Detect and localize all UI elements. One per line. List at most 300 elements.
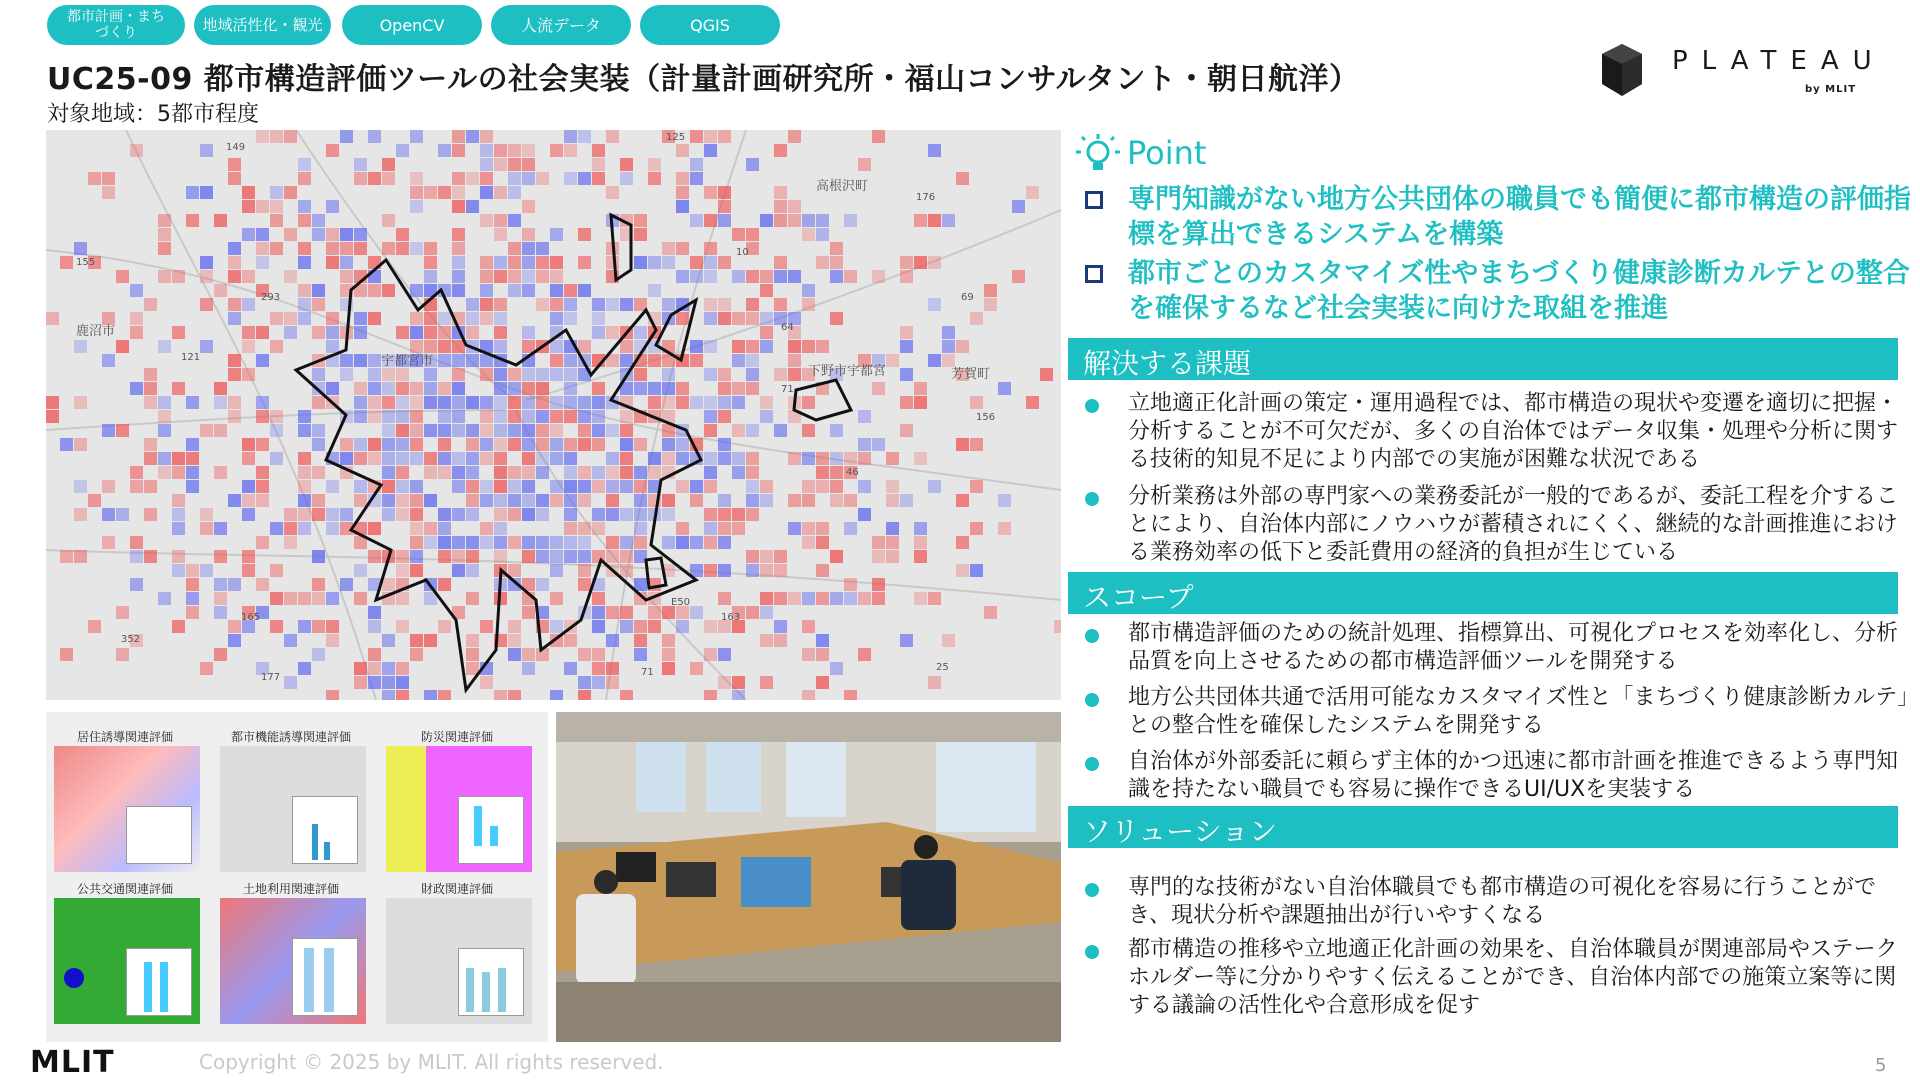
map-cell: [382, 676, 395, 689]
map-cell: [256, 256, 269, 269]
map-cell: [144, 452, 157, 465]
map-cell: [676, 270, 689, 283]
map-cell: [620, 452, 633, 465]
map-cell: [662, 256, 675, 269]
map-cell: [704, 144, 717, 157]
map-cell: [326, 382, 339, 395]
map-cell: [620, 158, 633, 171]
map-cell: [844, 592, 857, 605]
map-cell: [158, 340, 171, 353]
map-cell: [410, 382, 423, 395]
map-cell: [354, 438, 367, 451]
map-cell: [816, 480, 829, 493]
map-cell: [788, 368, 801, 381]
map-cell: [270, 592, 283, 605]
map-cell: [872, 130, 885, 143]
map-cell: [788, 200, 801, 213]
map-cell: [410, 326, 423, 339]
map-cell: [648, 382, 661, 395]
map-cell: [214, 648, 227, 661]
map-cell: [676, 200, 689, 213]
map-cell: [550, 410, 563, 423]
map-cell: [802, 536, 815, 549]
lightbulb-icon: [1075, 132, 1121, 178]
map-cell: [354, 676, 367, 689]
map-cell: [508, 508, 521, 521]
map-cell: [760, 634, 773, 647]
map-cell: [410, 242, 423, 255]
map-cell: [774, 634, 787, 647]
map-cell: [452, 228, 465, 241]
map-cell: [830, 550, 843, 563]
map-cell: [494, 690, 507, 700]
map-cell: [858, 452, 871, 465]
map-cell: [410, 172, 423, 185]
map-cell: [704, 424, 717, 437]
map-cell: [284, 186, 297, 199]
map-cell: [620, 410, 633, 423]
map-cell: [340, 270, 353, 283]
map-cell: [1054, 620, 1061, 633]
map-cell: [312, 298, 325, 311]
map-cell: [46, 396, 59, 409]
map-cell: [424, 256, 437, 269]
map-cell: [326, 620, 339, 633]
map-cell: [494, 452, 507, 465]
map-cell: [508, 256, 521, 269]
map-cell: [830, 494, 843, 507]
map-cell: [718, 200, 731, 213]
map-cell: [424, 326, 437, 339]
map-cell: [438, 620, 451, 633]
map-cell: [536, 256, 549, 269]
map-cell: [830, 312, 843, 325]
tag-regional: [194, 5, 331, 45]
map-cell: [564, 144, 577, 157]
map-cell: [592, 676, 605, 689]
map-cell: [396, 508, 409, 521]
map-cell: [438, 144, 451, 157]
map-cell: [494, 312, 507, 325]
map-cell: [634, 508, 647, 521]
map-cell: [634, 480, 647, 493]
map-cell: [102, 172, 115, 185]
bullet-text: 都市構造の推移や立地適正化計画の効果を、自治体職員が関連部局やステークホルダー等に分かりやすく伝えることができ、自治体内部での施策立案等に関する議論の活性化や合意形成を促す: [1128, 937, 1898, 1018]
map-cell: [382, 214, 395, 227]
map-cell: [452, 172, 465, 185]
map-cell: [242, 298, 255, 311]
map-cell: [270, 410, 283, 423]
map-cell: [956, 172, 969, 185]
map-cell: [452, 508, 465, 521]
map-cell: [298, 662, 311, 675]
map-cell: [424, 396, 437, 409]
point-title: Point: [1127, 134, 1207, 172]
map-cell: [760, 396, 773, 409]
map-cell: [368, 620, 381, 633]
map-cell: [662, 382, 675, 395]
map-cell: [228, 270, 241, 283]
logo-wordmark: PLATEAU: [1672, 46, 1886, 76]
map-cell: [340, 354, 353, 367]
map-cell: [102, 480, 115, 493]
map-cell: [396, 228, 409, 241]
map-cell: [844, 578, 857, 591]
checkbox-square-icon: [1085, 191, 1103, 209]
map-cell: [270, 130, 283, 143]
map-cell: [648, 396, 661, 409]
map-cell: [410, 634, 423, 647]
map-cell: [186, 480, 199, 493]
map-cell: [606, 186, 619, 199]
map-route-label: E50: [671, 597, 691, 608]
map-cell: [760, 410, 773, 423]
map-cell: [522, 242, 535, 255]
map-cell: [158, 228, 171, 241]
map-cell: [256, 410, 269, 423]
map-cell: [354, 158, 367, 171]
map-cell: [816, 564, 829, 577]
map-cell: [914, 396, 927, 409]
map-cell: [746, 466, 759, 479]
bullet-text: 立地適正化計画の策定・運用過程では、都市構造の現状や変遷を適切に把握・分析することが不可欠だが、多くの自治体ではデータ収集・処理や分析に関する技術的知見不足により内部での実施が困難な状況である: [1128, 391, 1899, 472]
map-cell: [592, 312, 605, 325]
map-cell: [452, 382, 465, 395]
map-place-label: 高根沢町: [816, 179, 869, 194]
map-cell: [872, 536, 885, 549]
map-cell: [102, 354, 115, 367]
map-cell: [396, 326, 409, 339]
map-cell: [354, 396, 367, 409]
map-cell: [858, 438, 871, 451]
map-route-label: 121: [181, 352, 201, 363]
map-cell: [802, 228, 815, 241]
map-cell: [452, 368, 465, 381]
map-cell: [648, 354, 661, 367]
point-item-1: [1085, 182, 1915, 252]
map-cell: [256, 578, 269, 591]
map-cell: [900, 340, 913, 353]
map-cell: [382, 382, 395, 395]
map-cell: [144, 480, 157, 493]
map-cell: [340, 368, 353, 381]
map-cell: [396, 144, 409, 157]
map-cell: [802, 284, 815, 297]
map-cell: [298, 284, 311, 297]
map-route-label: 177: [261, 672, 281, 683]
map-cell: [592, 172, 605, 185]
map-cell: [746, 508, 759, 521]
map-cell: [704, 536, 717, 549]
map-cell: [830, 662, 843, 675]
section-title: 解決する課題: [1083, 347, 1252, 380]
map-cell: [536, 410, 549, 423]
map-cell: [438, 424, 451, 437]
map-cell: [480, 438, 493, 451]
map-cell: [382, 452, 395, 465]
map-cell: [158, 396, 171, 409]
map-cell: [536, 172, 549, 185]
map-cell: [634, 256, 647, 269]
map-cell: [592, 466, 605, 479]
map-cell: [592, 522, 605, 535]
map-cell: [536, 298, 549, 311]
map-cell: [270, 214, 283, 227]
map-cell: [200, 564, 213, 577]
map-cell: [578, 690, 591, 700]
map-cell: [438, 354, 451, 367]
map-cell: [606, 424, 619, 437]
map-cell: [256, 354, 269, 367]
map-cell: [606, 298, 619, 311]
map-cell: [200, 298, 213, 311]
thumb-urban-function: [216, 728, 366, 876]
map-cell: [88, 494, 101, 507]
map-cell: [704, 466, 717, 479]
map-cell: [312, 578, 325, 591]
point-item-text: 都市ごとのカスタマイズ性やまちづくり健康診断カルテとの整合を確保するなど社会実装に向けた取組を推進: [1128, 258, 1910, 324]
map-cell: [760, 340, 773, 353]
map-cell: [508, 172, 521, 185]
map-cell: [550, 144, 563, 157]
map-cell: [326, 592, 339, 605]
map-cell: [718, 368, 731, 381]
map-cell: [158, 452, 171, 465]
map-cell: [410, 480, 423, 493]
map-cell: [942, 634, 955, 647]
map-cell: [508, 214, 521, 227]
map-cell: [970, 522, 983, 535]
map-cell: [830, 480, 843, 493]
map-cell: [802, 690, 815, 700]
map-cell: [130, 326, 143, 339]
map-cell: [760, 270, 773, 283]
map-cell: [130, 284, 143, 297]
map-cell: [844, 690, 857, 700]
bullet-dot-icon: [1085, 629, 1099, 643]
map-cell: [578, 172, 591, 185]
map-cell: [718, 410, 731, 423]
map-cell: [466, 298, 479, 311]
map-cell: [634, 620, 647, 633]
map-cell: [732, 424, 745, 437]
map-cell: [732, 340, 745, 353]
tag-label: 都市計画・まちづくり: [67, 9, 165, 41]
map-cell: [816, 634, 829, 647]
map-cell: [396, 662, 409, 675]
map-cell: [382, 242, 395, 255]
map-cell: [760, 564, 773, 577]
map-cell: [900, 424, 913, 437]
map-cell: [564, 438, 577, 451]
map-cell: [312, 396, 325, 409]
map-cell: [578, 284, 591, 297]
map-cell: [522, 452, 535, 465]
map-cell: [242, 494, 255, 507]
map-cell: [578, 340, 591, 353]
map-cell: [340, 438, 353, 451]
map-cell: [620, 354, 633, 367]
map-cell: [368, 410, 381, 423]
map-cell: [816, 466, 829, 479]
map-cell: [606, 326, 619, 339]
map-cell: [578, 410, 591, 423]
map-cell: [690, 130, 703, 143]
map-cell: [494, 144, 507, 157]
map-cell: [410, 312, 423, 325]
map-cell: [550, 396, 563, 409]
map-cell: [564, 130, 577, 143]
map-cell: [200, 662, 213, 675]
map-cell: [718, 186, 731, 199]
map-cell: [550, 228, 563, 241]
map-cell: [144, 438, 157, 451]
map-cell: [564, 452, 577, 465]
map-cell: [536, 270, 549, 283]
map-cell: [452, 452, 465, 465]
map-cell: [844, 214, 857, 227]
map-cell: [382, 424, 395, 437]
map-cell: [564, 480, 577, 493]
map-cell: [550, 298, 563, 311]
map-cell: [466, 536, 479, 549]
map-cell: [900, 368, 913, 381]
map-cell: [480, 368, 493, 381]
map-cell: [326, 228, 339, 241]
map-cell: [508, 536, 521, 549]
map-cell: [298, 200, 311, 213]
map-cell: [634, 382, 647, 395]
map-cell: [326, 256, 339, 269]
meeting-photo-graphic: [556, 712, 1061, 1042]
map-cell: [802, 452, 815, 465]
map-cell: [508, 480, 521, 493]
map-cell: [424, 368, 437, 381]
map-cell: [74, 438, 87, 451]
map-cell: [382, 172, 395, 185]
map-cell: [508, 158, 521, 171]
map-cell: [158, 424, 171, 437]
map-cell: [564, 284, 577, 297]
map-route-label: 293: [261, 292, 281, 303]
thumb-label: 公共交通関連評価: [76, 882, 173, 896]
map-cell: [816, 340, 829, 353]
map-cell: [382, 662, 395, 675]
map-cell: [452, 242, 465, 255]
map-cell: [410, 396, 423, 409]
map-cell: [928, 480, 941, 493]
map-cell: [130, 480, 143, 493]
map-cell: [718, 536, 731, 549]
map-cell: [116, 340, 129, 353]
map-cell: [690, 396, 703, 409]
map-cell: [648, 158, 661, 171]
plateau-logo: [1600, 40, 1886, 102]
map-cell: [298, 592, 311, 605]
map-cell: [634, 214, 647, 227]
map-cell: [550, 368, 563, 381]
map-cell: [858, 410, 871, 423]
map-cell: [424, 452, 437, 465]
thumb-label: 居住誘導関連評価: [76, 730, 173, 744]
map-cell: [256, 130, 269, 143]
map-cell: [536, 578, 549, 591]
map-cell: [410, 494, 423, 507]
map-cell: [746, 480, 759, 493]
map-cell: [270, 312, 283, 325]
map-cell: [60, 648, 73, 661]
map-cell: [816, 452, 829, 465]
map-cell: [676, 620, 689, 633]
map-cell: [718, 508, 731, 521]
map-cell: [368, 368, 381, 381]
map-cell: [746, 452, 759, 465]
map-cell: [606, 606, 619, 619]
map-cell: [606, 508, 619, 521]
map-cell: [312, 550, 325, 563]
map-cell: [592, 606, 605, 619]
map-cell: [704, 242, 717, 255]
map-cell: [704, 214, 717, 227]
map-cell: [634, 522, 647, 535]
map-cell: [228, 298, 241, 311]
map-cell: [662, 298, 675, 311]
map-cell: [858, 480, 871, 493]
map-cell: [690, 354, 703, 367]
map-cell: [368, 130, 381, 143]
map-cell: [298, 256, 311, 269]
map-cell: [438, 550, 451, 563]
map-cell: [998, 522, 1011, 535]
map-cell: [368, 662, 381, 675]
map-cell: [564, 536, 577, 549]
map-cell: [494, 186, 507, 199]
map-cell: [74, 242, 87, 255]
map-cell: [186, 396, 199, 409]
map-cell: [718, 438, 731, 451]
map-cell: [298, 312, 311, 325]
map-cell: [746, 368, 759, 381]
map-cell: [816, 592, 829, 605]
map-cell: [522, 550, 535, 563]
map-cell: [480, 480, 493, 493]
map-cell: [620, 620, 633, 633]
map-cell: [872, 382, 885, 395]
map-cell: [718, 214, 731, 227]
map-cell: [242, 564, 255, 577]
map-cell: [438, 536, 451, 549]
map-cell: [284, 130, 297, 143]
map-cell: [718, 494, 731, 507]
map-cell: [858, 158, 871, 171]
map-cell: [900, 396, 913, 409]
map-cell: [620, 466, 633, 479]
map-cell: [74, 340, 87, 353]
map-cell: [298, 508, 311, 521]
map-route-label: 165: [241, 612, 261, 623]
map-cell: [788, 592, 801, 605]
map-cell: [410, 648, 423, 661]
map-cell: [592, 410, 605, 423]
map-cell: [186, 466, 199, 479]
map-cell: [172, 326, 185, 339]
map-cell: [214, 214, 227, 227]
map-cell: [284, 592, 297, 605]
map-cell: [214, 396, 227, 409]
map-cell: [396, 452, 409, 465]
map-cell: [466, 550, 479, 563]
map-cell: [550, 256, 563, 269]
